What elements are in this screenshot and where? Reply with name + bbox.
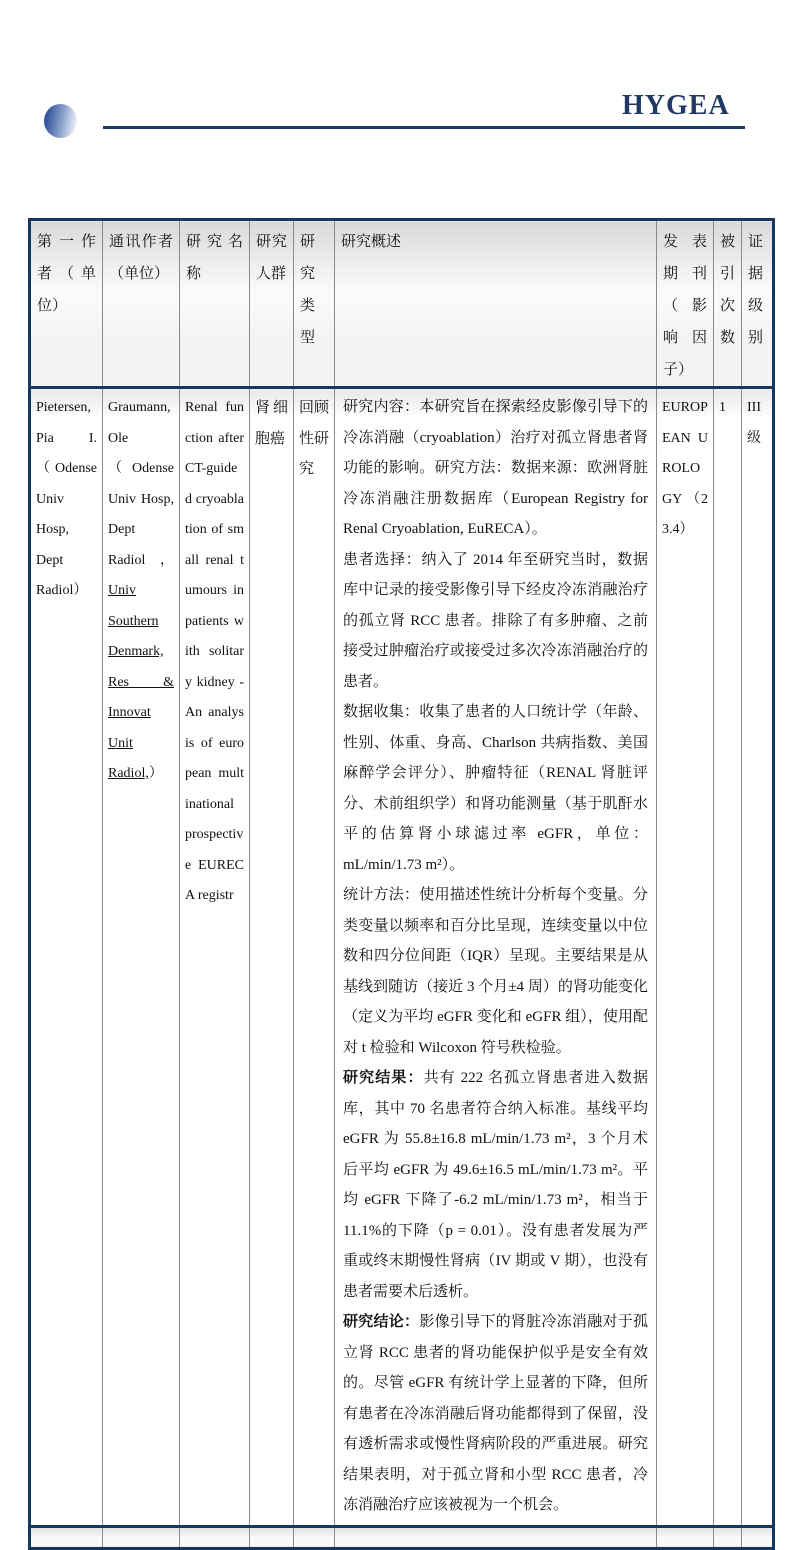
literature-review-table bbox=[28, 218, 775, 1550]
col-header-population: 研究人群 bbox=[250, 220, 294, 388]
next-row-cell bbox=[335, 1526, 657, 1548]
next-row-cell bbox=[250, 1526, 294, 1548]
col-header-first-author: 第一作者（单位） bbox=[30, 220, 103, 388]
cell-citations: 1 bbox=[714, 388, 742, 1527]
next-row-cell bbox=[30, 1526, 103, 1548]
brand-rule bbox=[103, 126, 745, 129]
next-row-fragment bbox=[30, 1526, 774, 1548]
col-header-citations: 被引次数 bbox=[714, 220, 742, 388]
col-header-study-type: 研究类型 bbox=[294, 220, 335, 388]
corresponding-author-underlined: Univ Southern Denmark, Res & Innovat Unit Radiol, bbox=[108, 583, 174, 781]
logo-text: HYGEA bbox=[622, 90, 730, 121]
next-row-cell bbox=[714, 1526, 742, 1548]
logo-sphere-icon bbox=[44, 104, 77, 138]
col-header-summary: 研究概述 bbox=[335, 220, 657, 388]
header-row bbox=[30, 220, 774, 388]
cell-population: 肾细胞癌 bbox=[250, 388, 294, 1527]
next-row-cell bbox=[180, 1526, 250, 1548]
next-row-cell bbox=[294, 1526, 335, 1548]
summary-paragraphs: 研究内容：本研究旨在探索经皮影像引导下的冷冻消融（cryoablation）治疗对孤立肾患者肾功能的影响。研究方法：数据来源：欧洲肾脏冷冻消融注册数据库（European Registry for Renal Cryoablation, EuRECA）。 患者选择：纳入了 2014 年至研究当时，数据库中记录的接受影像引导下经皮冷冻消融治疗的孤立肾 RCC 患者。排除了有多肿瘤、之前接受过肿瘤治疗或接受过多次冷冻消融治疗的患者。 数据收集：收集了患者的人口统计学（年龄、性别、体重、身高、Charlson 共病指数、美国麻醉学会评分）、肿瘤特征（RENAL 肾脏评分、术前组织学）和肾功能测量（基于肌酐水平的估算肾小球滤过率 eGFR，单位：mL/min/1.73 m²）。 统计方法：使用描述性统计分析每个变量。分类变量以频率和百分比呈现，连续变量以中位数和四分位间距（IQR）呈现。主要结果是从基线到随访（接近 3 个月±4 周）的肾功能变化（定义为平均 eGFR 变化和 eGFR 组），使用配对 t 检验和 Wilcoxon 符号秩检验。 研究结果：共有 222 名孤立肾患者进入数据库，其中 70 名患者符合纳入标准。基线平均 eGFR 为 55.8±16.8 mL/min/1.73 m²，3 个月术后平均 eGFR 为 49.6±16.5 mL/min/1.73 m²。平均 eGFR 下降了-6.2 mL/min/1.73 m²，相当于 11.1%的下降（p = 0.01）。没有患者发展为严重或终末期慢性肾病（IV 期或 V 期），也没有患者需要术后透析。 研究结论：影像引导下的肾脏冷冻消融对于孤立肾 RCC 患者的肾功能保护似乎是安全有效的。尽管 eGFR 有统计学上显著的下降，但所有患者在冷冻消融后肾功能都得到了保留，没有透析需求或慢性肾病阶段的严重进展。研究结果表明，对于孤立肾和小型 RCC 患者，冷冻消融治疗应该被视为一个机会。 bbox=[343, 399, 648, 1513]
letterhead bbox=[0, 0, 800, 218]
col-header-corresponding-author: 通讯作者（单位） bbox=[103, 220, 180, 388]
cell-evidence-level: III级 bbox=[742, 388, 774, 1527]
col-header-journal: 发表期刊（影响因子） bbox=[657, 220, 714, 388]
next-row-cell bbox=[742, 1526, 774, 1548]
table-row bbox=[30, 388, 774, 1527]
cell-summary bbox=[335, 388, 657, 1527]
corresponding-author-post: ） bbox=[148, 766, 163, 781]
cell-journal: EUROPEAN UROLOGY （23.4） bbox=[657, 388, 714, 1527]
col-header-study-name: 研究名称 bbox=[180, 220, 250, 388]
cell-corresponding-author bbox=[103, 388, 180, 1527]
cell-study-type: 回顾性研究 bbox=[294, 388, 335, 1527]
col-header-evidence-level: 证据级别 bbox=[742, 220, 774, 388]
cell-first-author: Pietersen, Pia I. （Odense Univ Hosp, Dept Radiol） bbox=[30, 388, 103, 1527]
next-row-cell bbox=[103, 1526, 180, 1548]
next-row-cell bbox=[657, 1526, 714, 1548]
corresponding-author-pre: Graumann, Ole （Odense Univ Hosp, Dept Radiol， bbox=[108, 400, 174, 568]
cell-study-name: Renal function after CT-guided cryoablation of small renal tumours in patients with solitary kidney - An analysis of european multinational prospective EURECA registr bbox=[180, 388, 250, 1527]
